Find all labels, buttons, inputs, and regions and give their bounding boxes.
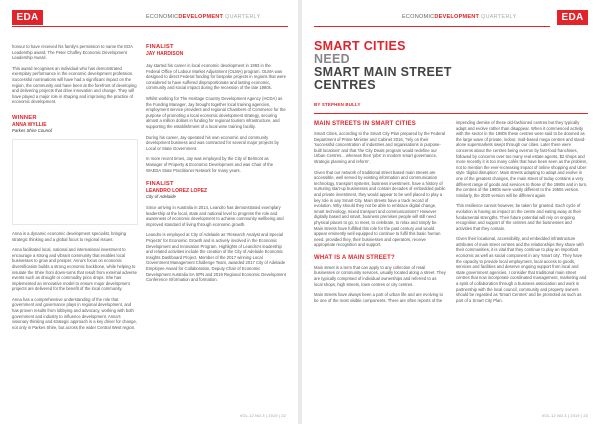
finalist1-paragraph-3: During his career, Jay operated his own economic and community development business and was contracted for several major projects by Local or State Government. <box>146 134 279 151</box>
finalist-heading-1: FINALIST <box>146 44 174 50</box>
winner-paragraph-2: Anna facilitated local, national and international investment to encourage a strong and vibrant community that enables local businesses to grow and prosper. Anna's focus on economic diversification builds a strong economic backbone, while helping to insulate the Shire from down-turns that result from external adverse events such as drought or commodity price drops. She has implemented an innovative model to ensure major development projects are delivered for the benefit of the local community. <box>12 247 137 292</box>
right-column-1 <box>314 120 446 308</box>
left-column-1 <box>12 44 138 335</box>
page-footer-left: VOL.12 NO.3 | 2019 | 22 <box>239 414 286 418</box>
heading-what-is-main-street: WHAT IS A MAIN STREET? <box>314 254 395 261</box>
header-rule <box>12 26 288 27</box>
header-rule <box>314 26 550 27</box>
logo-text: EDA <box>561 12 584 23</box>
winner-organisation: Parkes Shire Council <box>12 127 53 133</box>
winner-heading: WINNER <box>12 114 37 121</box>
article-paragraph-5: impending demise of these old-fashioned centres but they typically adapt and evolve rather than disappear. When it commenced activity with the sector in the 1980s these centres were said to be doomed as the large wave of private, indoor, mall-based mega centres and stand-alone supermarkets swept through our cities. Later there were concerns about the centres being overrun by fast-food franchises, followed by concerns over too many real estate agents, $2 shops and more recently it is too many cafés that have been seen as the problem, not to mention the ever-increasing impact of online shopping and Uber style 'digital disruption'. Main streets adapting to adapt and evolve in one of the greatest changes, the main street of today contains a very different range of goods and services to those of the 1980s and in turn, the centres of the 1980s were vastly different to the 1950s version. Similarly, the 2020 version will be different again. <box>456 120 588 198</box>
title-rule <box>314 113 588 114</box>
header-prefix: ECONOMIC <box>146 14 179 20</box>
article-paragraph-1: Smart Cities, according to the Smart City Plan prepared by the Federal Department of Prime Minister and Cabinet 2016, "rely on their 'successful concentration of industries and organisations in purpose-built locations' and that 'the City Deals program would redefine our Urban Centres... whereas their 'jobs' in modern smart governance, strategic planning and reform'. <box>314 131 446 164</box>
finalist-name-2: LEANDRO LOREZ LOPEZ <box>146 188 208 195</box>
page-header <box>402 14 516 20</box>
header-highlight: DEVELOPMENT <box>434 14 480 20</box>
finalist-organisation-2: City of Adelaide <box>146 194 176 200</box>
winner-paragraph-3: Anna has a comprehensive understanding of the role that government and governance plays in regional development, and has proven results from lobbying and advocacy, working with both government and industry to influence development. Anna's visionary thinking and strategic approach is a key driver for change, not only in Parkes Shire, but across the wider Central West region. <box>12 296 137 330</box>
intro-paragraph: honour to have received his family's permission to name the EDA Leadership award, The Peter Chaffey Economic Development Leadership Award. <box>12 44 133 61</box>
left-page <box>0 0 298 424</box>
winner-photo-area <box>12 139 138 225</box>
finalist2-paragraph-1: Since arriving in Australia in 2014, Leandro has demonstrated exemplary leadership at the local, state and national level to progress the role and awareness of economic development to achieve community wellbeing and improved standard of living through economic growth. <box>146 205 284 227</box>
article-paragraph-2: Given that our network of traditional street based main streets are accessible, well served by existing information and communication technology, transport systems, business investment, have a history of nurturing start-up businesses and contain decades of embedded public and private investment, they would appear to be well placed to play a key role in any Smart City. Main streets have a track record of evolution. Why should they not be able to embrace digital change, smart technology, mixed transport and communications? However digitally based and smart, business premises people will still need physical places to go, to meet, to celebrate, to relax and simply be. Main streets have fulfilled this role for the past century and would appear eminently well equipped to continue to fulfil this basic human need, provided they, their businesses and operators, receive appropriate recognition and support. <box>314 169 446 248</box>
finalist2-paragraph-2: Leandro is employed at City of Adelaide as 'Research Analyst and Special Projects' for Economic Growth and is actively involved in the Economic Development and Innovation Program. Highlights of Leandro's leadership and related activities include the creation of the City of Adelaide Economic Insights Dashboard Project, Member of the 2017 winning Local Government Management Challenge Team, awarded 2017 City of Adelaide Employee Award for Collaboration, Deputy Chair of Economic Development Australia SA SPN and 2019 Regional Economic Development Conference Information and formation. <box>146 232 286 283</box>
logo-text: EDA <box>16 12 39 23</box>
finalist1-paragraph-1: Jay started his career in local economic development in 1993 in the Federal Office of Labour Market Adjustment (OLMA) program. OLMA was designed to direct Federal funding for bespoke projects in regions that were considered to have suffered disproportionate and lasting economic, community and social impact during the recession of the late 1980s. <box>146 63 286 91</box>
article-paragraph-7: Given their locational, accessibility, and embedded infrastructure attributes of main street centres and the relationships they share with their communities, it is vital that they continue to play an important economic as well as social component in any 'smart city'. They have the capacity to provide local employment, local access to goods, services and facilities and deserve ongoing support from local and state government agencies. I consider that traditional main street centres that now incorporate coordinated management, marketing and a spirit of collaboration through a business association and work in partnership with the local council, community and property owners should be regarded as 'Smart Centres' and be promoted as such as part of a Smart City Plan. <box>456 236 587 303</box>
finalist-heading-2: FINALIST <box>146 181 174 188</box>
award-description: This award recognises an individual who has demonstrated exemplary performance in the economic development profession. Successful nominations will have had a significant impact on the region, the community and have been at the forefront of developing and delivering projects that drive innovation and change. They will have played a major role in shaping and improving the practice of economic development. <box>12 65 137 105</box>
article-paragraph-6: This resilience cannot however, be taken for granted. Each cycle of evolution is having an impact on the centre and eating away at their fundamental strengths. Their future potential will rely on ongoing recognition and support of the centres and the businesses and activities that they contain. <box>456 203 582 231</box>
header-suffix: QUARTERLY <box>479 14 517 20</box>
left-column-2 <box>146 44 286 288</box>
byline: BY STEPHEN BULLY <box>314 102 361 107</box>
article-paragraph-4: Main streets have always been a part of urban life and are evolving to be one of the most visible components. There are often reports of the <box>314 292 443 303</box>
title-line-3: SMART MAIN STREET CENTRES <box>314 65 452 92</box>
header-prefix: ECONOMIC <box>402 14 435 20</box>
finalist1-paragraph-2: Whilst working for The Heritage Country Development Agency (HCDA) as the Funding Manager, Jay brought together local training agencies, employment service providers and regional Chambers of Commerce for the purpose of promoting a local economic development strategy, securing almost a million dollars in funding for regional tourism infrastructure, and supporting the establishment of a local wine training facility. <box>146 95 286 129</box>
winner-paragraph-1: Anna is a dynamic economic development specialist, bringing strategic thinking and a global focus to regional issues. <box>12 230 127 242</box>
header-suffix: QUARTERLY <box>223 14 261 20</box>
article-title <box>314 40 494 92</box>
title-line-2: NEED <box>314 52 350 66</box>
finalist-name-1: JAY HARDISON <box>146 51 184 57</box>
page-header <box>146 14 260 20</box>
right-page <box>302 0 600 424</box>
page-footer-right: VOL.12 NO.3 | 2019 | 23 <box>541 414 588 418</box>
right-column-2 <box>456 120 588 308</box>
title-line-1: SMART CITIES <box>314 39 406 53</box>
heading-main-streets: MAIN STREETS IN SMART CITIES <box>314 121 416 127</box>
article-paragraph-3: Main street is a term that can apply to any collection of retail businesses or community services, usually located along a street. They are typically comprised of individual ownerships and referred to as local shops, high streets, town centres or city centres. <box>314 264 446 287</box>
winner-name: ANNA WYLLIE <box>12 121 47 128</box>
eda-logo <box>557 10 588 25</box>
header-highlight: DEVELOPMENT <box>178 14 224 20</box>
eda-logo <box>12 10 43 25</box>
finalist1-paragraph-4: In more recent times, Jay was employed by the City of Belmont as Manager of Property & Economic Development and was Chair of the WAEDA State Practitioner Network for many years. <box>146 156 274 173</box>
